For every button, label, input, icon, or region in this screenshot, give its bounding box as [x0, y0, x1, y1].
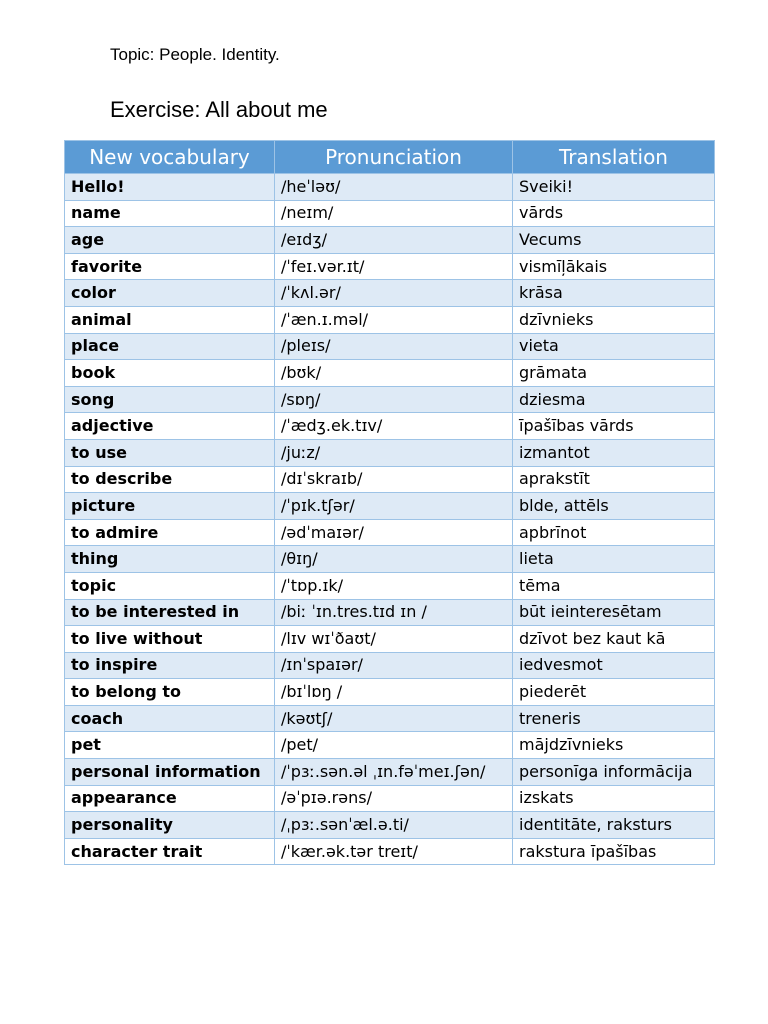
vocabulary-word-cell: pet: [65, 732, 275, 759]
pronunciation-cell: /ədˈmaɪər/: [275, 519, 513, 546]
pronunciation-cell: /juːz/: [275, 439, 513, 466]
pronunciation-cell: /ˈpɜː.sən.əl ˌɪn.fəˈmeɪ.ʃən/: [275, 759, 513, 786]
column-header-pronunciation: Pronunciation: [275, 141, 513, 174]
vocabulary-word-cell: book: [65, 360, 275, 387]
translation-cell: identitāte, raksturs: [513, 812, 715, 839]
pronunciation-cell: /bʊk/: [275, 360, 513, 387]
table-row: [65, 253, 715, 280]
table-header-row: [65, 141, 715, 174]
table-row: [65, 519, 715, 546]
translation-cell: vārds: [513, 200, 715, 227]
vocabulary-word-cell: personal information: [65, 759, 275, 786]
table-row: [65, 759, 715, 786]
vocabulary-word-cell: animal: [65, 306, 275, 333]
translation-cell: rakstura īpašības: [513, 838, 715, 865]
vocabulary-word-cell: color: [65, 280, 275, 307]
translation-cell: vieta: [513, 333, 715, 360]
pronunciation-cell: /əˈpɪə.rəns/: [275, 785, 513, 812]
vocabulary-word-cell: to inspire: [65, 652, 275, 679]
vocabulary-word-cell: adjective: [65, 413, 275, 440]
table-row: [65, 732, 715, 759]
pronunciation-cell: /ˈæn.ɪ.məl/: [275, 306, 513, 333]
table-row: [65, 466, 715, 493]
vocabulary-word-cell: to describe: [65, 466, 275, 493]
translation-cell: apbrīnot: [513, 519, 715, 546]
table-row: [65, 838, 715, 865]
translation-cell: Vecums: [513, 227, 715, 254]
pronunciation-cell: /θɪŋ/: [275, 546, 513, 573]
vocabulary-word-cell: to use: [65, 439, 275, 466]
pronunciation-cell: /ˈpɪk.tʃər/: [275, 493, 513, 520]
table-row: [65, 174, 715, 201]
translation-cell: aprakstīt: [513, 466, 715, 493]
pronunciation-cell: /ˈfeɪ.vər.ɪt/: [275, 253, 513, 280]
table-row: [65, 546, 715, 573]
vocabulary-word-cell: Hello!: [65, 174, 275, 201]
translation-cell: mājdzīvnieks: [513, 732, 715, 759]
translation-cell: tēma: [513, 572, 715, 599]
pronunciation-cell: /biː ˈɪn.tres.tɪd ɪn /: [275, 599, 513, 626]
table-row: [65, 439, 715, 466]
translation-cell: personīga informācija: [513, 759, 715, 786]
translation-cell: krāsa: [513, 280, 715, 307]
translation-cell: iedvesmot: [513, 652, 715, 679]
table-row: [65, 626, 715, 653]
vocabulary-word-cell: name: [65, 200, 275, 227]
pronunciation-cell: /ˌpɜː.sənˈæl.ə.ti/: [275, 812, 513, 839]
vocabulary-word-cell: personality: [65, 812, 275, 839]
table-row: [65, 333, 715, 360]
pronunciation-cell: /eɪdʒ/: [275, 227, 513, 254]
table-row: [65, 227, 715, 254]
translation-cell: īpašības vārds: [513, 413, 715, 440]
vocabulary-word-cell: thing: [65, 546, 275, 573]
topic-heading: Topic: People. Identity.: [110, 45, 280, 64]
table-row: [65, 705, 715, 732]
table-row: [65, 280, 715, 307]
translation-cell: lieta: [513, 546, 715, 573]
pronunciation-cell: /lɪv wɪˈðaʊt/: [275, 626, 513, 653]
translation-cell: būt ieinteresētam: [513, 599, 715, 626]
translation-cell: dzīvot bez kaut kā: [513, 626, 715, 653]
vocabulary-table: [64, 140, 715, 865]
pronunciation-cell: /ˈtɒp.ɪk/: [275, 572, 513, 599]
pronunciation-cell: /sɒŋ/: [275, 386, 513, 413]
table-row: [65, 493, 715, 520]
table-row: [65, 572, 715, 599]
pronunciation-cell: /ˈædʒ.ek.tɪv/: [275, 413, 513, 440]
table-row: [65, 679, 715, 706]
table-row: [65, 360, 715, 387]
vocabulary-word-cell: character trait: [65, 838, 275, 865]
pronunciation-cell: /pet/: [275, 732, 513, 759]
pronunciation-cell: /ˈkær.ək.tər treɪt/: [275, 838, 513, 865]
vocabulary-word-cell: appearance: [65, 785, 275, 812]
pronunciation-cell: /bɪˈlɒŋ /: [275, 679, 513, 706]
vocabulary-word-cell: favorite: [65, 253, 275, 280]
translation-cell: vismīļākais: [513, 253, 715, 280]
column-header-vocabulary: New vocabulary: [65, 141, 275, 174]
pronunciation-cell: /ɪnˈspaɪər/: [275, 652, 513, 679]
table-row: [65, 785, 715, 812]
vocabulary-word-cell: to belong to: [65, 679, 275, 706]
translation-cell: piederēt: [513, 679, 715, 706]
translation-cell: blde, attēls: [513, 493, 715, 520]
translation-cell: Sveiki!: [513, 174, 715, 201]
vocabulary-word-cell: to live without: [65, 626, 275, 653]
table-row: [65, 413, 715, 440]
translation-cell: izskats: [513, 785, 715, 812]
translation-cell: grāmata: [513, 360, 715, 387]
pronunciation-cell: /neɪm/: [275, 200, 513, 227]
pronunciation-cell: /heˈləʊ/: [275, 174, 513, 201]
translation-cell: dziesma: [513, 386, 715, 413]
table-row: [65, 200, 715, 227]
vocabulary-word-cell: age: [65, 227, 275, 254]
vocabulary-word-cell: topic: [65, 572, 275, 599]
pronunciation-cell: /pleɪs/: [275, 333, 513, 360]
table-row: [65, 386, 715, 413]
vocabulary-word-cell: to be interested in: [65, 599, 275, 626]
pronunciation-cell: /dɪˈskraɪb/: [275, 466, 513, 493]
pronunciation-cell: /ˈkʌl.ər/: [275, 280, 513, 307]
vocabulary-word-cell: coach: [65, 705, 275, 732]
exercise-title: Exercise: All about me: [110, 97, 328, 122]
vocabulary-word-cell: picture: [65, 493, 275, 520]
table-row: [65, 652, 715, 679]
vocabulary-word-cell: song: [65, 386, 275, 413]
translation-cell: izmantot: [513, 439, 715, 466]
table-row: [65, 599, 715, 626]
vocabulary-word-cell: place: [65, 333, 275, 360]
table-row: [65, 306, 715, 333]
table-row: [65, 812, 715, 839]
pronunciation-cell: /kəʊtʃ/: [275, 705, 513, 732]
vocabulary-word-cell: to admire: [65, 519, 275, 546]
translation-cell: treneris: [513, 705, 715, 732]
translation-cell: dzīvnieks: [513, 306, 715, 333]
column-header-translation: Translation: [513, 141, 715, 174]
